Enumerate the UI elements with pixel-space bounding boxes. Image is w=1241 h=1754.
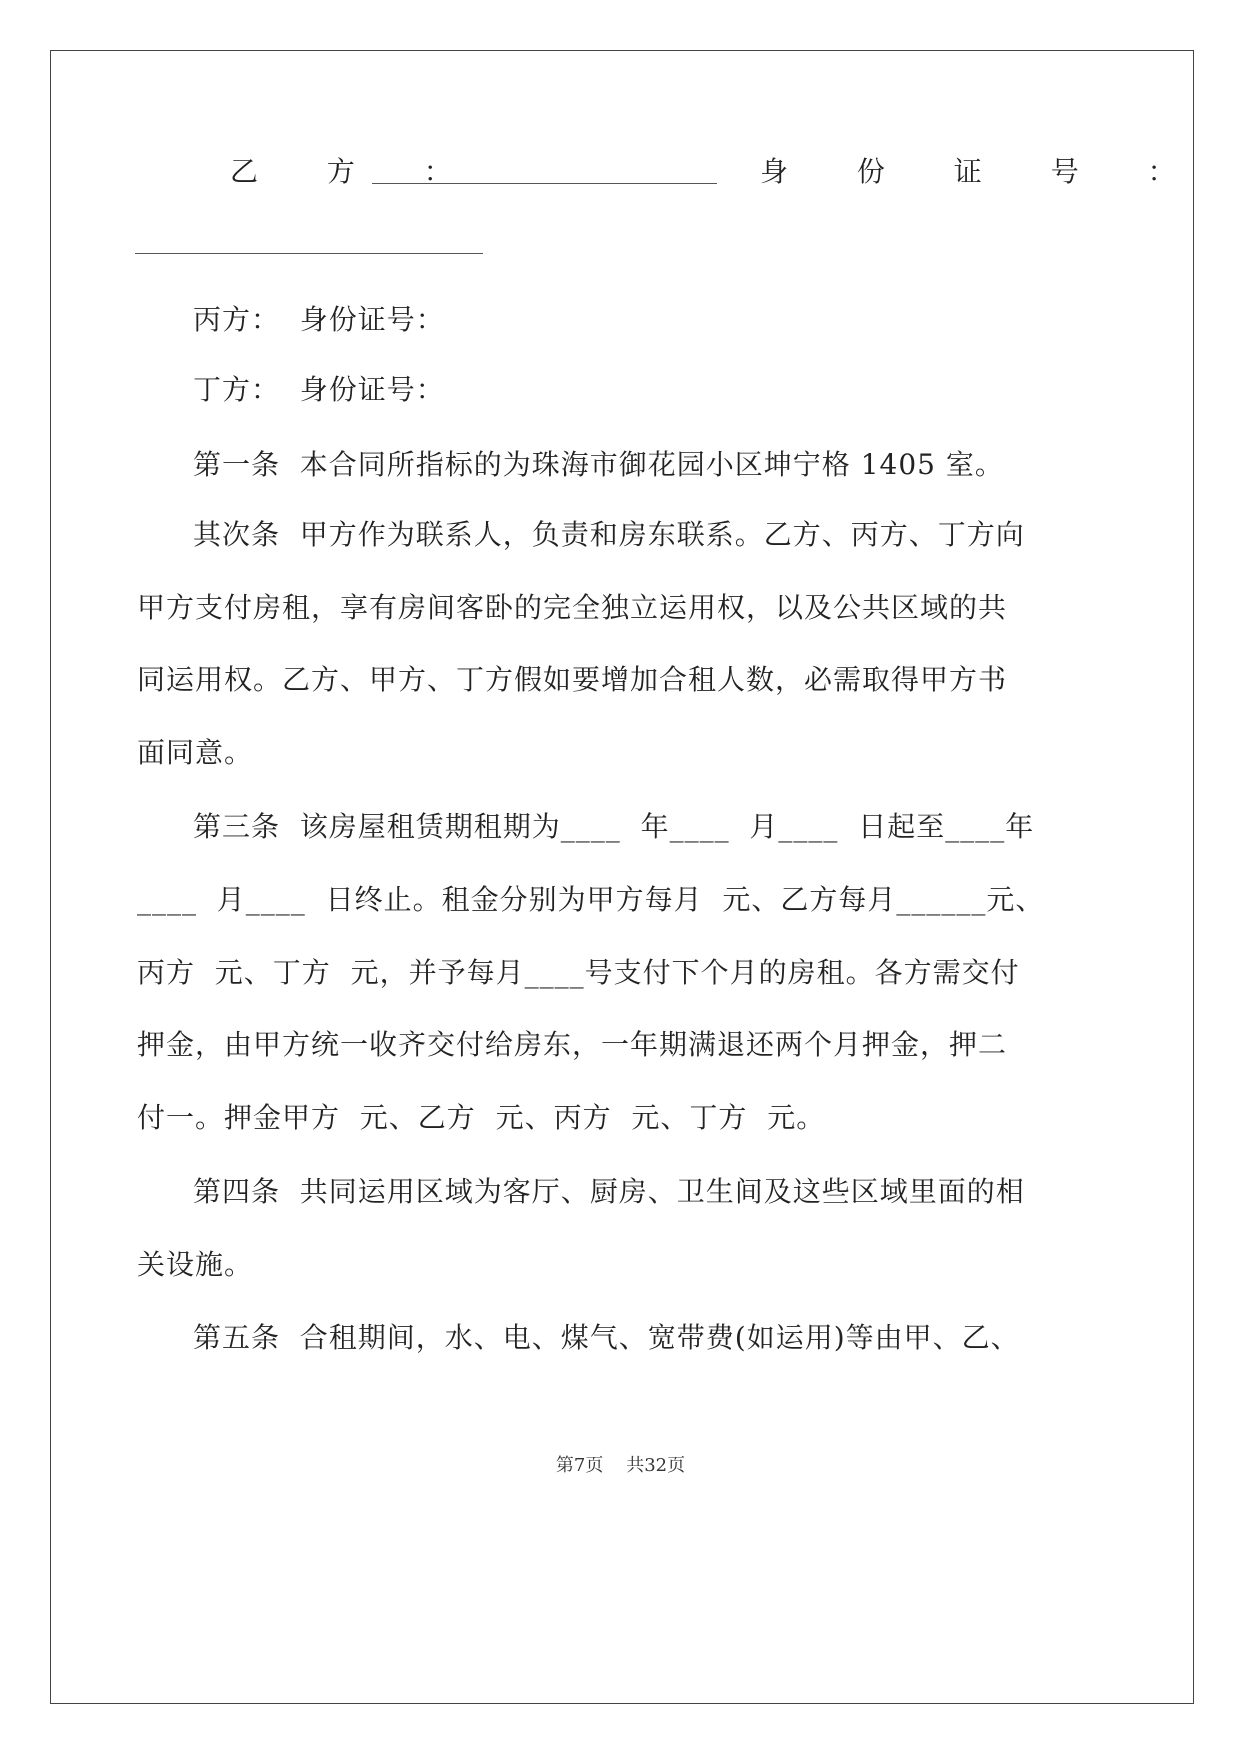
article-3-line-3: 丙方 元、丁方 元，并予每月____号支付下个月的房租。各方需交付 <box>137 956 1020 989</box>
article-4-line-1: 第四条 共同运用区域为客厅、厨房、卫生间及这些区域里面的相 <box>193 1175 1025 1208</box>
article-3-line-4: 押金，由甲方统一收齐交付给房东，一年期满退还两个月押金，押二 <box>137 1028 1008 1061</box>
party-c-line: 丙方： 身份证号： <box>193 303 445 336</box>
article-4-line-2: 关设施。 <box>137 1248 254 1281</box>
article-3-line-5: 付一。押金甲方 元、乙方 元、丙方 元、丁方 元。 <box>137 1101 826 1134</box>
party-d-line: 丁方： 身份证号： <box>193 373 445 406</box>
party-b-label: 乙 方 ： <box>230 155 482 188</box>
article-2-line-2: 甲方支付房租，享有房间客卧的完全独立运用权，以及公共区域的共 <box>137 591 1008 624</box>
article-2-line-3: 同运用权。乙方、甲方、丁方假如要增加合租人数，必需取得甲方书 <box>137 663 1008 696</box>
article-1: 第一条 本合同所指标的为珠海市御花园小区坤宁格 1405 室。 <box>193 448 1004 481</box>
party-b-name-blank <box>372 183 717 184</box>
article-5-line-1: 第五条 合租期间，水、电、煤气、宽带费(如运用)等由甲、乙、 <box>193 1321 1020 1354</box>
party-b-id-blank <box>135 253 483 254</box>
page-number: 第7页 共32页 <box>555 1455 686 1476</box>
party-b-id-label: 身 份 证 号 ： <box>760 155 1206 188</box>
article-2-line-4: 面同意。 <box>137 736 254 769</box>
article-3-line-1: 第三条 该房屋租赁期租期为____ 年____ 月____ 日起至____年 <box>193 810 1035 843</box>
article-2-line-1: 其次条 甲方作为联系人，负责和房东联系。乙方、丙方、丁方向 <box>193 518 1025 551</box>
article-3-line-2: ____ 月____ 日终止。租金分别为甲方每月 元、乙方每月______元、 <box>137 883 1045 916</box>
